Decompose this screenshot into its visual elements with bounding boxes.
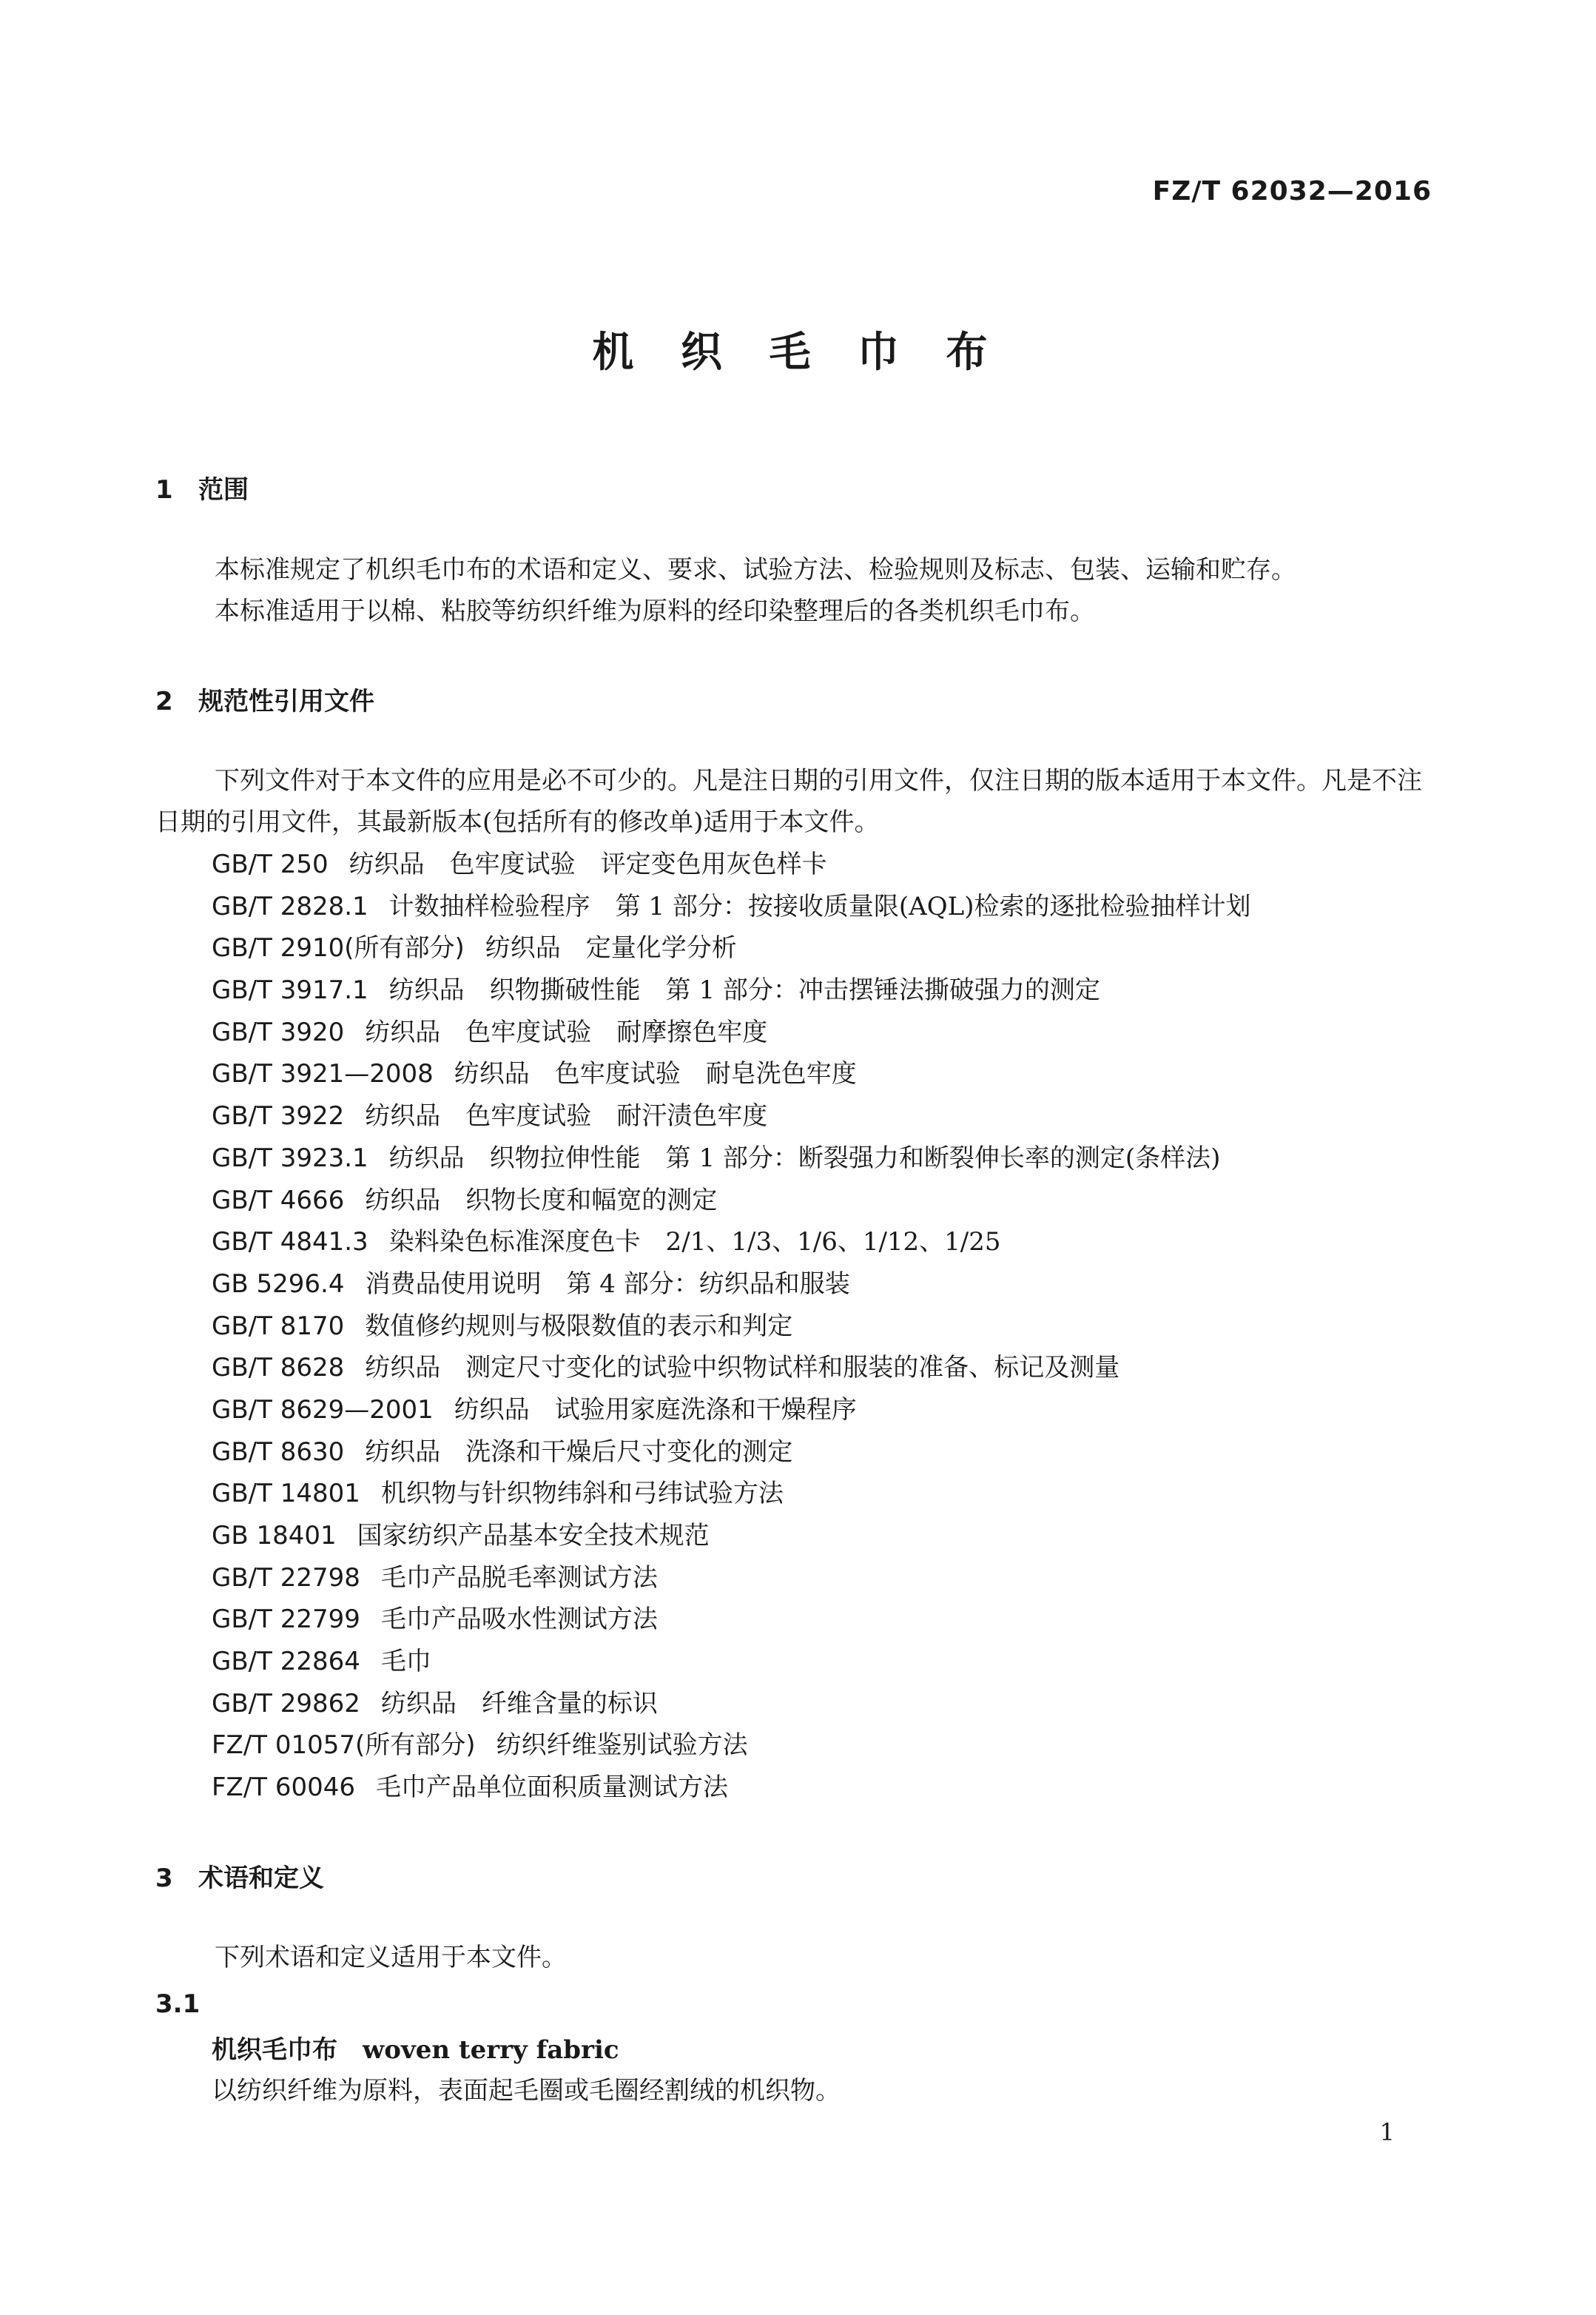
reference-title: 纺织品 测定尺寸变化的试验中织物试样和服装的准备、标记及测量 <box>365 1353 1120 1383</box>
reference-item <box>212 1515 1250 1557</box>
reference-code: GB/T 3922 <box>212 1101 345 1132</box>
term-number: 3.1 <box>155 1989 201 2019</box>
reference-item <box>212 1138 1250 1180</box>
references-intro: 下列文件对于本文件的应用是必不可少的。凡是注日期的引用文件，仅注日期的版本适用于本文件。凡是不注日期的引用文件，其最新版本(包括所有的修改单)适用于本文件。 <box>155 766 1422 837</box>
term-english: woven terry fabric <box>363 2035 619 2065</box>
standard-code: FZ/T 62032—2016 <box>1152 176 1432 206</box>
reference-item <box>212 927 1250 970</box>
reference-item <box>212 1347 1250 1389</box>
reference-code: GB/T 14801 <box>212 1479 360 1509</box>
terms-intro: 下列术语和定义适用于本文件。 <box>215 1943 567 1972</box>
reference-title: 纺织品 色牢度试验 耐汗渍色牢度 <box>365 1101 768 1132</box>
section-title: 术语和定义 <box>198 1864 324 1893</box>
reference-title: 纺织品 织物长度和幅宽的测定 <box>365 1185 718 1215</box>
scope-paragraph-2: 本标准适用于以棉、粘胶等纺织纤维为原料的经印染整理后的各类机织毛巾布。 <box>215 597 1095 626</box>
section-title: 规范性引用文件 <box>198 687 374 716</box>
section-3-heading <box>155 1858 324 1894</box>
reference-item <box>212 886 1250 928</box>
reference-item <box>212 1724 1250 1767</box>
reference-code: GB/T 8629—2001 <box>212 1394 434 1425</box>
reference-title: 纺织品 试验用家庭洗涤和干燥程序 <box>454 1394 857 1425</box>
reference-item <box>212 1095 1250 1138</box>
section-title: 范围 <box>198 475 249 505</box>
reference-title: 纺织品 色牢度试验 耐皂洗色牢度 <box>454 1059 857 1089</box>
reference-item <box>212 1683 1250 1725</box>
scope-paragraph-1: 本标准规定了机织毛巾布的术语和定义、要求、试验方法、检验规则及标志、包装、运输和贮存。 <box>215 555 1296 585</box>
reference-code: GB/T 2828.1 <box>212 891 368 921</box>
page-number: 1 <box>1379 2118 1395 2146</box>
reference-code: GB/T 4666 <box>212 1185 345 1215</box>
section-1-heading <box>155 469 249 505</box>
reference-code: GB/T 4841.3 <box>212 1227 368 1257</box>
reference-item <box>212 1053 1250 1095</box>
reference-title: 纺织品 纤维含量的标识 <box>380 1688 658 1718</box>
reference-code: GB/T 8628 <box>212 1353 345 1383</box>
reference-item <box>212 844 1250 886</box>
reference-list <box>212 844 1250 1809</box>
reference-code: GB/T 2910(所有部分) <box>212 933 465 964</box>
reference-code: GB/T 3917.1 <box>212 975 368 1006</box>
reference-item <box>212 1306 1250 1348</box>
reference-code: GB/T 22864 <box>212 1647 360 1677</box>
reference-item <box>212 1767 1250 1809</box>
reference-title: 纺织品 色牢度试验 评定变色用灰色样卡 <box>349 850 827 879</box>
term-heading <box>212 2029 619 2066</box>
section-number: 2 <box>155 687 173 716</box>
reference-code: GB/T 8630 <box>212 1437 345 1467</box>
reference-code: GB 5296.4 <box>212 1269 345 1299</box>
reference-item <box>212 1221 1250 1263</box>
reference-title: 毛巾产品脱毛率测试方法 <box>380 1562 658 1593</box>
section-number: 3 <box>155 1864 173 1893</box>
reference-title: 毛巾 <box>380 1647 431 1677</box>
reference-title: 纺织品 织物撕破性能 第 1 部分：冲击摆锤法撕破强力的测定 <box>388 975 1100 1006</box>
reference-code: GB/T 250 <box>212 850 329 879</box>
section-number: 1 <box>155 475 173 505</box>
reference-item <box>212 1599 1250 1641</box>
reference-code: FZ/T 60046 <box>212 1773 356 1803</box>
reference-title: 纺织纤维鉴别试验方法 <box>496 1730 748 1761</box>
reference-item <box>212 1473 1250 1515</box>
reference-title: 染料染色标准深度色卡 2/1、1/3、1/6、1/12、1/25 <box>388 1227 1001 1257</box>
reference-code: GB/T 22798 <box>212 1562 360 1593</box>
reference-code: GB/T 3921—2008 <box>212 1059 434 1089</box>
reference-title: 纺织品 织物拉伸性能 第 1 部分：断裂强力和断裂伸长率的测定(条样法) <box>388 1143 1221 1173</box>
reference-item <box>212 1012 1250 1054</box>
reference-code: GB/T 8170 <box>212 1311 345 1341</box>
term-definition: 以纺织纤维为原料，表面起毛圈或毛圈经割绒的机织物。 <box>212 2076 841 2106</box>
reference-item <box>212 1263 1250 1306</box>
reference-code: GB/T 22799 <box>212 1605 360 1635</box>
reference-title: 纺织品 色牢度试验 耐摩擦色牢度 <box>365 1017 768 1047</box>
reference-item <box>212 1557 1250 1599</box>
reference-title: 纺织品 定量化学分析 <box>485 933 737 964</box>
reference-code: GB/T 3923.1 <box>212 1143 368 1173</box>
reference-title: 毛巾产品吸水性测试方法 <box>380 1605 658 1635</box>
document-title: 机 织 毛 巾 布 <box>592 329 1004 377</box>
reference-item <box>212 970 1250 1012</box>
reference-code: GB 18401 <box>212 1521 337 1550</box>
reference-title: 计数抽样检验程序 第 1 部分：按接收质量限(AQL)检索的逐批检验抽样计划 <box>388 891 1251 921</box>
reference-title: 数值修约规则与极限数值的表示和判定 <box>365 1311 793 1341</box>
reference-code: GB/T 3920 <box>212 1017 345 1047</box>
reference-title: 消费品使用说明 第 4 部分：纺织品和服装 <box>365 1269 850 1299</box>
reference-title: 纺织品 洗涤和干燥后尺寸变化的测定 <box>365 1437 793 1467</box>
reference-code: FZ/T 01057(所有部分) <box>212 1730 476 1761</box>
term-chinese: 机织毛巾布 <box>212 2035 337 2065</box>
reference-title: 毛巾产品单位面积质量测试方法 <box>376 1773 729 1803</box>
reference-item <box>212 1389 1250 1431</box>
reference-item <box>212 1641 1250 1683</box>
reference-code: GB/T 29862 <box>212 1688 360 1718</box>
section-2-heading <box>155 681 374 717</box>
reference-item <box>212 1431 1250 1474</box>
reference-title: 国家纺织产品基本安全技术规范 <box>357 1521 710 1550</box>
reference-title: 机织物与针织物纬斜和弓纬试验方法 <box>380 1479 784 1509</box>
reference-item <box>212 1180 1250 1222</box>
